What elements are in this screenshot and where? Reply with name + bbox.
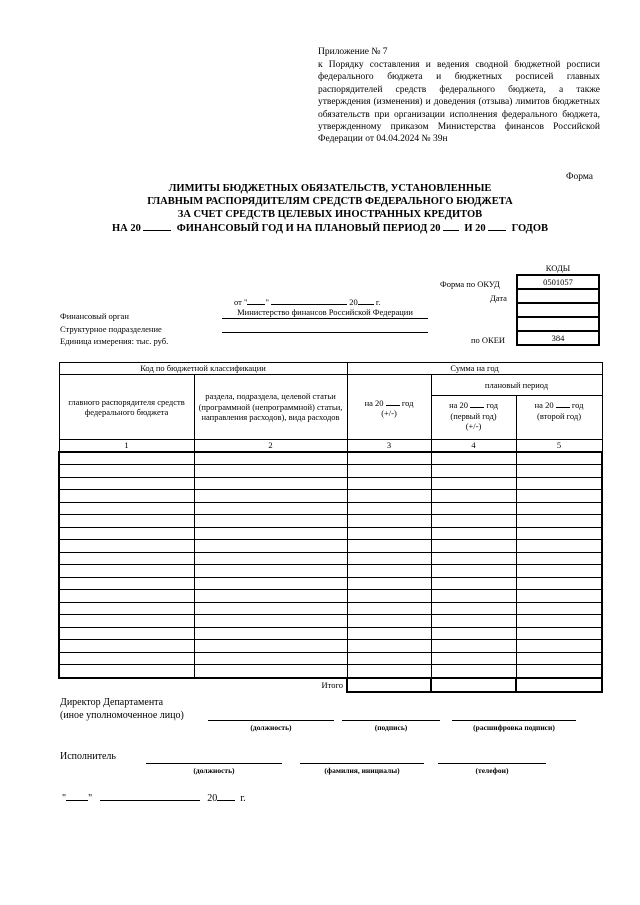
- table-cell: [59, 515, 194, 528]
- table-cell: [516, 490, 602, 503]
- table-cell: [516, 602, 602, 615]
- header-code-group: Код по бюджетной классификации: [59, 363, 347, 375]
- table-cell: [59, 590, 194, 603]
- table-cell: [194, 665, 347, 678]
- table-cell: [516, 515, 602, 528]
- table-row: [59, 615, 602, 628]
- table-cell: [59, 615, 194, 628]
- table-cell: [347, 665, 431, 678]
- table-cell: [347, 602, 431, 615]
- table-row: [59, 552, 602, 565]
- director-signature-line: [342, 720, 440, 721]
- table-cell: [431, 590, 516, 603]
- table-cell: [194, 627, 347, 640]
- unit-label: Единица измерения: тыс. руб.: [60, 336, 169, 346]
- date-line: от " " 20 г.: [234, 297, 381, 307]
- table-cell: [347, 577, 431, 590]
- table-cell: [516, 540, 602, 553]
- table-cell: [59, 540, 194, 553]
- date-value: [517, 289, 599, 303]
- table-cell: [347, 490, 431, 503]
- table-cell: [194, 515, 347, 528]
- table-cell: [516, 665, 602, 678]
- table-cell: [431, 490, 516, 503]
- okud-value: 0501057: [517, 275, 599, 289]
- executor-phone-line: [438, 763, 546, 764]
- table-cell: [347, 540, 431, 553]
- table-cell: [194, 565, 347, 578]
- limits-table: [58, 362, 603, 693]
- table-cell: [516, 465, 602, 478]
- table-cell: [194, 527, 347, 540]
- table-row: [59, 665, 602, 678]
- sign-date: " " 20 г.: [62, 793, 246, 804]
- table-row: [59, 465, 602, 478]
- total-cell-3: [347, 678, 431, 692]
- director-block: [60, 696, 184, 722]
- table-row: [59, 640, 602, 653]
- table-cell: [347, 627, 431, 640]
- header-plan-period: плановый период: [431, 375, 602, 396]
- table-cell: [59, 452, 194, 465]
- header-col-1: главного распорядителя средств федерального бюджета: [59, 375, 194, 440]
- table-row: [59, 502, 602, 515]
- executor-name-caption: (фамилия, инициалы): [324, 766, 400, 775]
- codes-header: КОДЫ: [545, 263, 571, 273]
- title-line-2: ГЛАВНЫМ РАСПОРЯДИТЕЛЯМ СРЕДСТВ ФЕДЕРАЛЬНОГО БЮДЖЕТА: [147, 196, 513, 207]
- table-cell: [431, 515, 516, 528]
- title-line-4: НА 20 ФИНАНСОВЫЙ ГОД И НА ПЛАНОВЫЙ ПЕРИОД 20 И 20 ГОДОВ: [111, 223, 549, 234]
- col-num-5: 5: [516, 440, 602, 452]
- col-num-4: 4: [431, 440, 516, 452]
- table-cell: [516, 590, 602, 603]
- table-cell: [59, 490, 194, 503]
- document-title: [60, 182, 600, 235]
- table-row: [59, 452, 602, 465]
- table-body: [59, 452, 602, 678]
- code-cell-4: [517, 317, 599, 331]
- director-position-caption: (должность): [250, 723, 292, 732]
- col-num-3: 3: [347, 440, 431, 452]
- col-num-1: 1: [59, 440, 194, 452]
- table-cell: [516, 565, 602, 578]
- okud-label: Форма по ОКУД: [440, 279, 500, 289]
- table-cell: [194, 615, 347, 628]
- table-cell: [59, 652, 194, 665]
- table-cell: [59, 665, 194, 678]
- table-cell: [194, 577, 347, 590]
- total-cell-5: [516, 678, 602, 692]
- table-cell: [431, 565, 516, 578]
- table-row: [59, 527, 602, 540]
- table-cell: [516, 527, 602, 540]
- table-cell: [194, 552, 347, 565]
- table-cell: [347, 452, 431, 465]
- header-col-3: на 20 год (+/-): [347, 375, 431, 440]
- table-cell: [431, 615, 516, 628]
- executor-position-line: [146, 763, 282, 764]
- table-cell: [347, 515, 431, 528]
- director-position-line: [208, 720, 334, 721]
- appendix-text: к Порядку составления и ведения сводной бюджетной росписи федерального бюджета и бюджетных росписей главных распорядителей средств федерального бюджета, а также утверждения (изменения) и доведения (отзыва) лимитов бюджетных обязательств при организации исполнения федерального бюджета, утвержденному приказом Министерства финансов Российской Федерации от 04.04.2024 № 39н: [318, 60, 600, 145]
- table-cell: [347, 477, 431, 490]
- table-cell: [347, 552, 431, 565]
- table-row: [59, 490, 602, 503]
- table-row: [59, 602, 602, 615]
- director-signature-caption: (подпись): [374, 723, 408, 732]
- table-cell: [59, 627, 194, 640]
- title-line-3: ЗА СЧЕТ СРЕДСТВ ЦЕЛЕВЫХ ИНОСТРАННЫХ КРЕДИТОВ: [177, 209, 483, 220]
- director-decoding-line: [452, 720, 576, 721]
- table-cell: [431, 577, 516, 590]
- table-row: [59, 590, 602, 603]
- subdivision-label: Структурное подразделение: [60, 324, 162, 334]
- okei-value: 384: [517, 331, 599, 345]
- table-cell: [59, 465, 194, 478]
- table-cell: [431, 665, 516, 678]
- table-cell: [516, 652, 602, 665]
- director-line-2: (иное уполномоченное лицо): [60, 710, 184, 721]
- executor-position-caption: (должность): [193, 766, 235, 775]
- table-cell: [347, 527, 431, 540]
- table-cell: [516, 640, 602, 653]
- table-cell: [194, 502, 347, 515]
- table-cell: [516, 615, 602, 628]
- table-cell: [431, 552, 516, 565]
- header-col-5: на 20 год (второй год): [516, 396, 602, 440]
- table-cell: [431, 640, 516, 653]
- header-col-4: на 20 год (первый год) (+/-): [431, 396, 516, 440]
- executor-label: Исполнитель: [60, 751, 116, 762]
- table-cell: [59, 577, 194, 590]
- table-cell: [59, 565, 194, 578]
- table-cell: [431, 465, 516, 478]
- table-cell: [194, 602, 347, 615]
- table-cell: [516, 577, 602, 590]
- table-cell: [194, 477, 347, 490]
- table-cell: [431, 652, 516, 665]
- table-cell: [194, 540, 347, 553]
- table-cell: [516, 552, 602, 565]
- header-col-2: раздела, подраздела, целевой статьи (программной (непрограммной) статьи, направления расходов), вида расходов: [194, 375, 347, 440]
- table-row: [59, 515, 602, 528]
- fin-organ-label: Финансовый орган: [60, 311, 129, 321]
- table-cell: [347, 640, 431, 653]
- form-label: Форма: [566, 172, 594, 182]
- table-cell: [347, 465, 431, 478]
- table-cell: [347, 502, 431, 515]
- table-cell: [431, 627, 516, 640]
- table-cell: [59, 552, 194, 565]
- table-cell: [194, 452, 347, 465]
- table-cell: [516, 477, 602, 490]
- col-num-2: 2: [194, 440, 347, 452]
- table-row: [59, 540, 602, 553]
- table-cell: [194, 640, 347, 653]
- table-cell: [194, 590, 347, 603]
- table-cell: [347, 652, 431, 665]
- total-label: Итого: [321, 679, 344, 690]
- table-row: [59, 577, 602, 590]
- director-line-1: Директор Департамента: [60, 697, 164, 708]
- table-cell: [516, 627, 602, 640]
- fin-organ-value: Министерство финансов Российской Федерации: [222, 307, 428, 319]
- table-cell: [431, 452, 516, 465]
- table-cell: [431, 502, 516, 515]
- table-cell: [194, 490, 347, 503]
- table-cell: [194, 652, 347, 665]
- table-cell: [59, 602, 194, 615]
- codes-box: [516, 262, 600, 346]
- table-cell: [59, 477, 194, 490]
- table-cell: [59, 527, 194, 540]
- total-cell-4: [431, 678, 516, 692]
- table-cell: [347, 590, 431, 603]
- table-row: [59, 627, 602, 640]
- table-row: [59, 652, 602, 665]
- date-label: Дата: [490, 293, 507, 303]
- table-cell: [431, 477, 516, 490]
- table-cell: [516, 502, 602, 515]
- executor-phone-caption: (телефон): [475, 766, 509, 775]
- table-cell: [59, 502, 194, 515]
- table-cell: [516, 452, 602, 465]
- executor-name-line: [300, 763, 424, 764]
- director-decoding-caption: (расшифровка подписи): [473, 723, 555, 732]
- table-cell: [431, 602, 516, 615]
- code-cell-3: [517, 303, 599, 317]
- title-line-1: ЛИМИТЫ БЮДЖЕТНЫХ ОБЯЗАТЕЛЬСТВ, УСТАНОВЛЕННЫЕ: [168, 183, 492, 194]
- appendix-title: Приложение № 7: [318, 47, 388, 57]
- header-sum-group: Сумма на год: [347, 363, 602, 375]
- table-row: [59, 477, 602, 490]
- table-cell: [347, 615, 431, 628]
- table-row: [59, 565, 602, 578]
- table-cell: [431, 540, 516, 553]
- table-cell: [194, 465, 347, 478]
- subdivision-line: [222, 332, 428, 333]
- table-cell: [59, 640, 194, 653]
- table-cell: [431, 527, 516, 540]
- table-cell: [347, 565, 431, 578]
- okei-label: по ОКЕИ: [471, 335, 506, 345]
